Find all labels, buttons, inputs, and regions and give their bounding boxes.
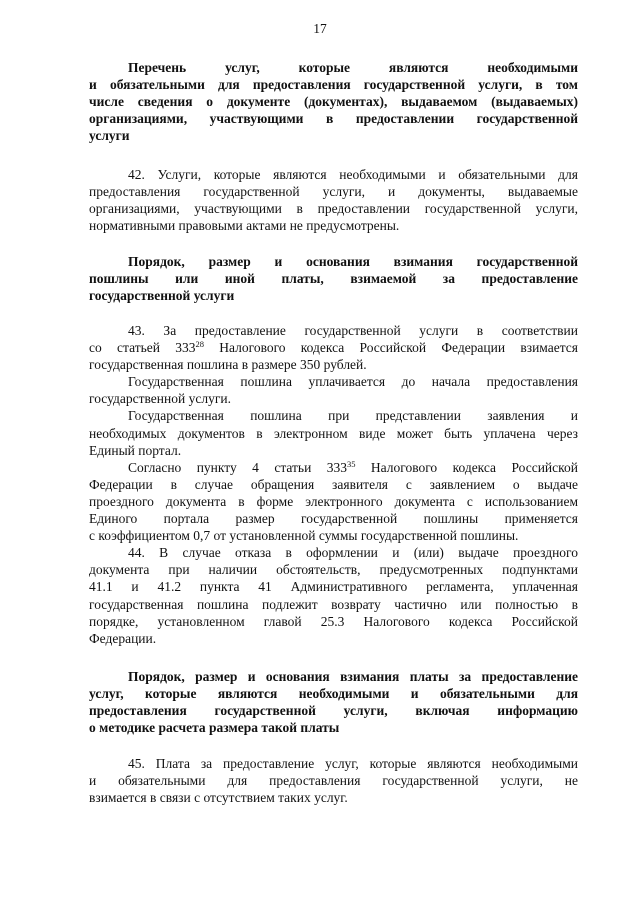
text-fragment: Согласно пункту 4 статьи 333 (128, 459, 347, 475)
heading-line: о методике расчета размера такой платы (89, 720, 340, 736)
text-line: Государственная пошлина при представлении заявления и (128, 408, 578, 424)
text-line: Единый портал. (89, 442, 182, 458)
text-line: порядке, установленном главой 25.3 Налогового кодекса Российской (89, 613, 578, 629)
text-line: Федерации. (89, 630, 157, 646)
text-line: Федерации в случае обращения заявителя с заявлением о выдаче (89, 476, 578, 492)
text-line: государственная пошлина в размере 350 рублей. (89, 357, 367, 373)
page-number: 17 (313, 21, 327, 36)
text-line: государственная пошлина подлежит возврату частично или полностью в (89, 596, 578, 612)
text-line: взимается в связи с отсутствием таких услуг. (89, 790, 348, 806)
text-line: государственной услуги. (89, 391, 231, 407)
text-fragment: Налогового кодекса Российской (355, 459, 578, 475)
superscript: 35 (346, 458, 356, 469)
text-line: документа при наличии обстоятельств, предусмотренных подпунктами (89, 562, 578, 578)
heading-line: и обязательными для предоставления государственной услуги, в том (89, 77, 578, 93)
heading-line: государственной услуги (89, 288, 235, 304)
text-line: Единого портала размер государственной пошлины применяется (89, 511, 578, 527)
paragraph-43 (89, 322, 578, 647)
heading-line: услуг, которые являются необходимыми и обязательными для (89, 686, 578, 702)
text-line: 42. Услуги, которые являются необходимыми и обязательными для (128, 167, 578, 182)
text-line: 41.1 и 41.2 пункта 41 Административного регламента, уплаченная (89, 579, 578, 595)
text-line (89, 459, 578, 476)
text-line: предоставления государственной услуги, и документы, выдаваемые (89, 184, 578, 200)
text-line (89, 339, 578, 356)
heading-line: организациями, участвующими в предоставлении государственной (89, 111, 578, 127)
superscript: 28 (195, 339, 204, 350)
text-fragment: со статьей 333 (89, 340, 196, 356)
heading-line: Порядок, размер и основания взимания государственной (128, 254, 578, 269)
text-line: с коэффициентом 0,7 от установленной суммы государственной пошлины. (89, 528, 519, 544)
text-line: проездного документа в форме электронного документа с использованием (89, 493, 578, 509)
text-line: нормативными правовыми актами не предусмотрены. (89, 218, 400, 234)
text-line: 44. В случае отказа в оформлении и (или) выдаче проездного (128, 545, 578, 561)
paragraph-42 (89, 166, 578, 234)
heading-fee-other-services (89, 668, 578, 736)
heading-line: числе сведения о документе (документах), выдаваемом (выдаваемых) (89, 94, 578, 110)
text-line: 43. За предоставление государственной услуги в соответствии (128, 323, 578, 338)
heading-line: Порядок, размер и основания взимания платы за предоставление (128, 669, 578, 684)
heading-line: предоставления государственной услуги, включая информацию (89, 703, 578, 719)
heading-services-list (89, 59, 578, 144)
heading-line: Перечень услуг, которые являются необходимыми (128, 60, 578, 75)
text-line: Государственная пошлина уплачивается до начала предоставления (128, 374, 578, 390)
heading-state-fee (89, 253, 578, 304)
text-line: организациями, участвующими в предоставлении государственной услуги, (89, 201, 578, 217)
heading-line: услуги (89, 128, 130, 144)
text-line: 45. Плата за предоставление услуг, которые являются необходимыми (128, 756, 578, 771)
paragraph-45 (89, 755, 578, 806)
heading-line: пошлины или иной платы, взимаемой за предоставление (89, 271, 578, 287)
text-line: необходимых документов в электронном виде может быть уплачена через (89, 425, 578, 441)
text-line: и обязательными для предоставления государственной услуги, не (89, 773, 578, 789)
text-fragment: Налогового кодекса Российской Федерации взимается (204, 340, 578, 356)
